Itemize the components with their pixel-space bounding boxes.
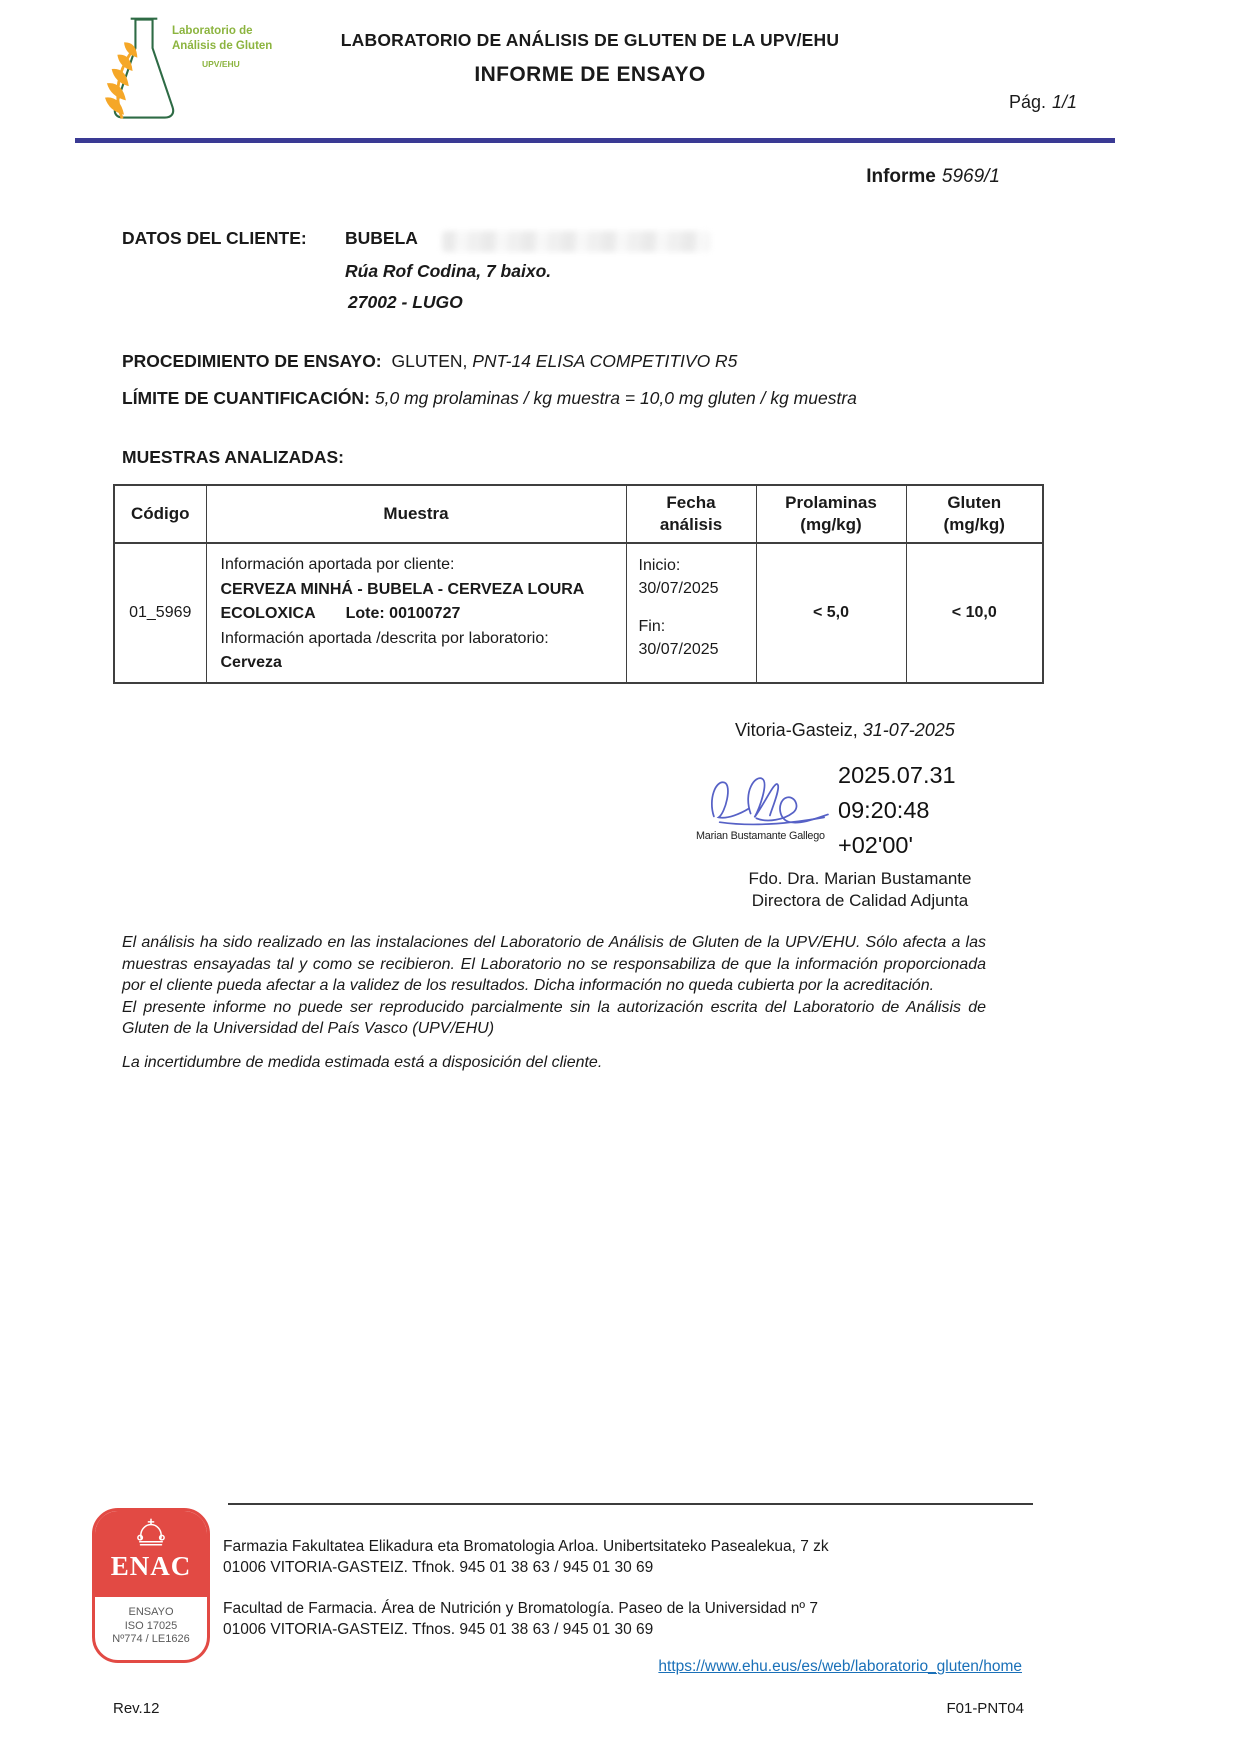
fecha-inicio-label: Inicio: — [638, 557, 681, 574]
signer-name-small: Marian Bustamante Gallego — [696, 830, 825, 842]
table-header-row — [114, 485, 1043, 543]
redacted-client-info — [442, 231, 710, 252]
address-eu-line2: 01006 VITORIA-GASTEIZ. Tfnok. 945 01 38 63 / 945 01 30 69 — [223, 1559, 654, 1576]
stamp-time: 09:20:48 — [838, 797, 930, 823]
col-fecha-line2: análisis — [659, 515, 723, 534]
informe-label: Informe — [866, 166, 936, 187]
enac-badge-top — [95, 1511, 207, 1597]
place: Vitoria-Gasteiz, — [735, 720, 858, 740]
enac-accreditation-badge — [92, 1508, 210, 1663]
page-label: Pág. — [1008, 92, 1046, 112]
col-prolaminas-line2: (mg/kg) — [800, 515, 862, 534]
stamp-date: 2025.07.31 — [838, 762, 956, 788]
col-header-muestra — [206, 485, 626, 543]
col-gluten-line2: (mg/kg) — [943, 515, 1005, 534]
informe-value: 5969/1 — [941, 166, 1000, 187]
limit-label: LÍMITE DE CUANTIFICACIÓN: — [122, 388, 370, 408]
enac-line3: Nº774 / LE1626 — [112, 1633, 190, 1645]
col-prolaminas-line1: Prolaminas — [785, 493, 877, 512]
col-header-codigo — [114, 485, 206, 543]
samples-table — [113, 484, 1044, 684]
fecha-fin-value: 30/07/2025 — [638, 641, 719, 658]
client-address-line2: 27002 - LUGO — [348, 292, 463, 312]
col-gluten-line1: Gluten — [947, 493, 1002, 512]
signature-scribble-icon — [698, 770, 838, 828]
samples-heading: MUESTRAS ANALIZADAS: — [122, 447, 344, 467]
sample-client-value: CERVEZA MINHÁ - BUBELA - CERVEZA LOURA ECOLOXICA — [220, 580, 584, 622]
fdo-line2: Directora de Calidad Adjunta — [751, 891, 969, 910]
gluten-result: < 10,0 — [906, 543, 1043, 683]
enac-line1: ENSAYO — [128, 1606, 174, 1618]
place-date-line — [735, 720, 955, 741]
disclaimer-p3: La incertidumbre de medida estimada está a disposición del cliente. — [122, 1053, 603, 1071]
report-type-title: INFORME DE ENSAYO — [474, 63, 706, 86]
logo-line1: Laboratorio de — [172, 25, 253, 37]
client-address-line1: Rúa Rof Codina, 7 baixo. — [345, 261, 552, 281]
quantification-limit-line — [122, 388, 857, 409]
enac-name: ENAC — [110, 1551, 192, 1581]
disclaimer-p1: El análisis ha sido realizado en las instalaciones del Laboratorio de Análisis de Gluten de la UPV/EHU. Sólo afecta a las muestras ensayadas tal y como se recibieron. El Laboratorio no se responsabiliza de que la información proporcionada por el cliente pueda afectar a la validez de los resultados. Dicha información no queda cubierta por la acreditación. — [122, 934, 986, 994]
enac-line2: ISO 17025 — [124, 1619, 178, 1632]
limit-value: 5,0 mg prolaminas / kg muestra = 10,0 mg gluten / kg muestra — [374, 388, 857, 408]
fecha-fin-label: Fin: — [638, 618, 666, 635]
logo-line3: UPV/EHU — [202, 59, 240, 69]
lab-title: LABORATORIO DE ANÁLISIS DE GLUTEN DE LA UPV/EHU — [340, 30, 840, 50]
col-header-prolaminas — [756, 485, 906, 543]
logo-line2: Análisis de Gluten — [172, 40, 273, 52]
procedure-value-regular: GLUTEN, — [391, 351, 468, 371]
col-codigo-line1: Código — [130, 504, 190, 523]
header-titles — [250, 30, 930, 87]
signer-block — [710, 868, 1010, 912]
client-data-label: DATOS DEL CLIENTE: — [122, 228, 307, 248]
info-client-label: Información aportada por cliente: — [220, 556, 455, 573]
sample-lab-value: Cerveza — [220, 654, 282, 671]
prolaminas-result: < 5,0 — [756, 543, 906, 683]
footer-divider — [228, 1503, 1033, 1505]
procedure-label: PROCEDIMIENTO DE ENSAYO: — [122, 351, 382, 371]
page-number — [1009, 92, 1077, 113]
address-es-line1: Facultad de Farmacia. Área de Nutrición y Bromatología. Paseo de la Universidad nº 7 — [223, 1600, 818, 1617]
date: 31-07-2025 — [862, 720, 955, 740]
info-lab-label: Información aportada /descrita por laboratorio: — [220, 629, 549, 647]
procedure-value-italic: PNT-14 ELISA COMPETITIVO R5 — [472, 351, 738, 371]
disclaimer-text — [122, 932, 986, 1073]
lab-website-link[interactable]: https://www.ehu.eus/es/web/laboratorio_gluten/home — [658, 1658, 1022, 1675]
enac-badge-bottom — [95, 1597, 207, 1647]
analysis-dates — [626, 543, 756, 683]
stamp-tz: +02'00' — [838, 832, 913, 858]
footer-link-wrap — [658, 1658, 1022, 1676]
digital-signature-stamp — [838, 758, 956, 863]
sample-description — [206, 543, 626, 683]
report-number — [866, 166, 1000, 188]
form-code-label: F01-PNT04 — [946, 1700, 1024, 1717]
col-muestra-line1: Muestra — [383, 504, 449, 523]
page-value: 1/1 — [1051, 92, 1077, 112]
address-eu-line1: Farmazia Fakultatea Elikadura eta Bromatologia Arloa. Unibertsitateko Pasealekua, 7 zk — [223, 1538, 829, 1555]
client-name: BUBELA — [345, 228, 418, 248]
table-row — [114, 543, 1043, 683]
col-header-gluten — [906, 485, 1043, 543]
crown-icon — [128, 1517, 174, 1547]
footer-addresses — [223, 1536, 883, 1640]
sample-lote: Lote: 00100727 — [345, 605, 461, 622]
revision-label: Rev.12 — [113, 1700, 160, 1717]
col-header-fecha — [626, 485, 756, 543]
procedure-line — [122, 351, 737, 372]
header-divider — [75, 138, 1115, 143]
col-fecha-line1: Fecha — [666, 493, 716, 512]
disclaimer-p2: El presente informe no puede ser reproducido parcialmente sin la autorización escrita del Laboratorio de Análisis de Gluten de la Universidad del País Vasco (UPV/EHU) — [122, 998, 986, 1037]
sample-code: 01_5969 — [114, 543, 206, 683]
fdo-line1: Fdo. Dra. Marian Bustamante — [748, 869, 972, 888]
address-es-line2: 01006 VITORIA-GASTEIZ. Tfnos. 945 01 38 63 / 945 01 30 69 — [223, 1621, 654, 1638]
fecha-inicio-value: 30/07/2025 — [638, 580, 719, 597]
